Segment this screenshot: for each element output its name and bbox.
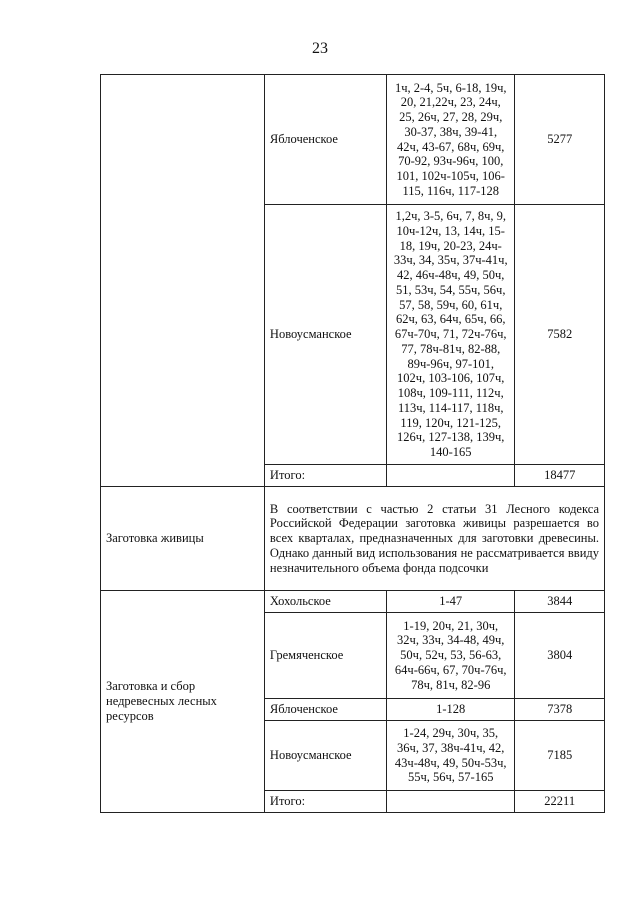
table-row [101, 75, 605, 205]
district-cell: Новоусманское [264, 721, 386, 791]
description-cell: В соответствии с частью 2 статьи 31 Лесного кодекса Российской Федерации заготовка живицы разрешается во всех кварталах, предназначенных для заготовки древесины. Однако данный вид использования не рассматривается ввиду незначительного объема фонда подсочки [264, 487, 604, 591]
quarter-line: 70-92, 93ч-96ч, 100, [398, 154, 504, 169]
quarter-line: 10ч-12ч, 13, 14ч, 15- [396, 223, 505, 238]
quarter-line: 1-128 [436, 702, 466, 717]
total-label: Итого: [264, 791, 386, 813]
district-cell: Яблоченское [264, 75, 386, 205]
quarters-cell-empty [387, 465, 515, 487]
quarter-line: 64ч-66ч, 67, 70ч-76ч, [394, 662, 507, 677]
quarters-cell [387, 591, 515, 613]
quarter-line: 62ч, 63, 64ч, 65ч, 66, [395, 312, 506, 327]
quarters-cell [387, 699, 515, 721]
quarter-line: 33ч, 34, 35ч, 37ч-41ч, [393, 253, 508, 268]
quarter-line: 36ч, 37, 38ч-41ч, 42, [397, 740, 505, 755]
quarter-line: 51, 53ч, 54, 55ч, 56ч, [395, 282, 506, 297]
category-cell: Заготовка и сбор недревесных лесных ресурсов [101, 591, 265, 813]
quarter-line: 67ч-70ч, 71, 72ч-76ч, [394, 327, 507, 342]
quarter-line: 1-47 [439, 594, 463, 609]
quarter-line: 57, 58, 59ч, 60, 61ч, [399, 297, 503, 312]
quarter-line: 101, 102ч-105ч, 106- [396, 169, 505, 183]
total-value: 22211 [515, 791, 605, 813]
quarter-line: 102ч, 103-106, 107ч, [397, 371, 505, 386]
quarters-cell [387, 721, 515, 791]
category-cell: Заготовка живицы [101, 487, 265, 591]
quarter-line: 1ч, 2-4, 5ч, 6-18, 19ч, [394, 80, 507, 95]
area-cell: 7185 [515, 721, 605, 791]
forest-use-table [100, 74, 605, 813]
table-row [101, 591, 605, 613]
quarters-cell [387, 205, 515, 465]
total-value: 18477 [515, 465, 605, 487]
category-cell-empty [101, 75, 265, 487]
quarter-line: 1-24, 29ч, 30ч, 35, [403, 726, 499, 740]
quarter-line: 43ч-48ч, 49, 50ч-53ч, [394, 755, 507, 770]
quarter-line: 25, 26ч, 27, 28, 29ч, [399, 110, 503, 124]
quarter-line: 30-37, 38ч, 39-41, [404, 124, 498, 139]
area-cell: 7582 [515, 205, 605, 465]
area-cell: 7378 [515, 699, 605, 721]
table-row [101, 487, 605, 591]
quarter-line: 77, 78ч-81ч, 82-88, [401, 341, 501, 356]
area-cell: 3844 [515, 591, 605, 613]
quarter-line: 32ч, 33ч, 34-48, 49ч, [397, 633, 505, 648]
area-cell: 5277 [515, 75, 605, 205]
page-number: 23 [312, 40, 328, 57]
quarter-line: 126ч, 127-138, 139ч, [397, 430, 505, 445]
quarters-cell [387, 613, 515, 699]
quarters-cell-empty [387, 791, 515, 813]
quarter-line: 20, 21,22ч, 23, 24ч, [400, 95, 501, 110]
district-cell: Яблоченское [264, 699, 386, 721]
quarter-line: 42, 46ч-48ч, 49, 50ч, [397, 268, 505, 283]
quarter-line: 50ч, 52ч, 53, 56-63, [400, 648, 502, 663]
quarters-cell [387, 75, 515, 205]
area-cell: 3804 [515, 613, 605, 699]
quarter-line: 89ч-96ч, 97-101, [407, 356, 494, 371]
district-cell: Гремяченское [264, 613, 386, 699]
quarter-line: 1-19, 20ч, 21, 30ч, [403, 618, 499, 633]
quarter-line: 115, 116ч, 117-128 [402, 183, 500, 198]
quarter-line: 78ч, 81ч, 82-96 [411, 677, 491, 692]
district-cell: Хохольское [264, 591, 386, 613]
quarter-line: 113ч, 114-117, 118ч, [397, 400, 504, 415]
quarter-line: 1,2ч, 3-5, 6ч, 7, 8ч, 9, [395, 209, 506, 224]
quarter-line: 55ч, 56ч, 57-165 [407, 770, 494, 785]
quarter-line: 18, 19ч, 20-23, 24ч- [399, 238, 502, 253]
district-cell: Новоусманское [264, 205, 386, 465]
quarter-line: 42ч, 43-67, 68ч, 69ч, [397, 139, 505, 154]
quarter-line: 119, 120ч, 121-125, [400, 415, 502, 430]
quarter-line: 140-165 [429, 445, 472, 460]
total-label: Итого: [264, 465, 386, 487]
quarter-line: 108ч, 109-111, 112ч, [397, 386, 504, 401]
